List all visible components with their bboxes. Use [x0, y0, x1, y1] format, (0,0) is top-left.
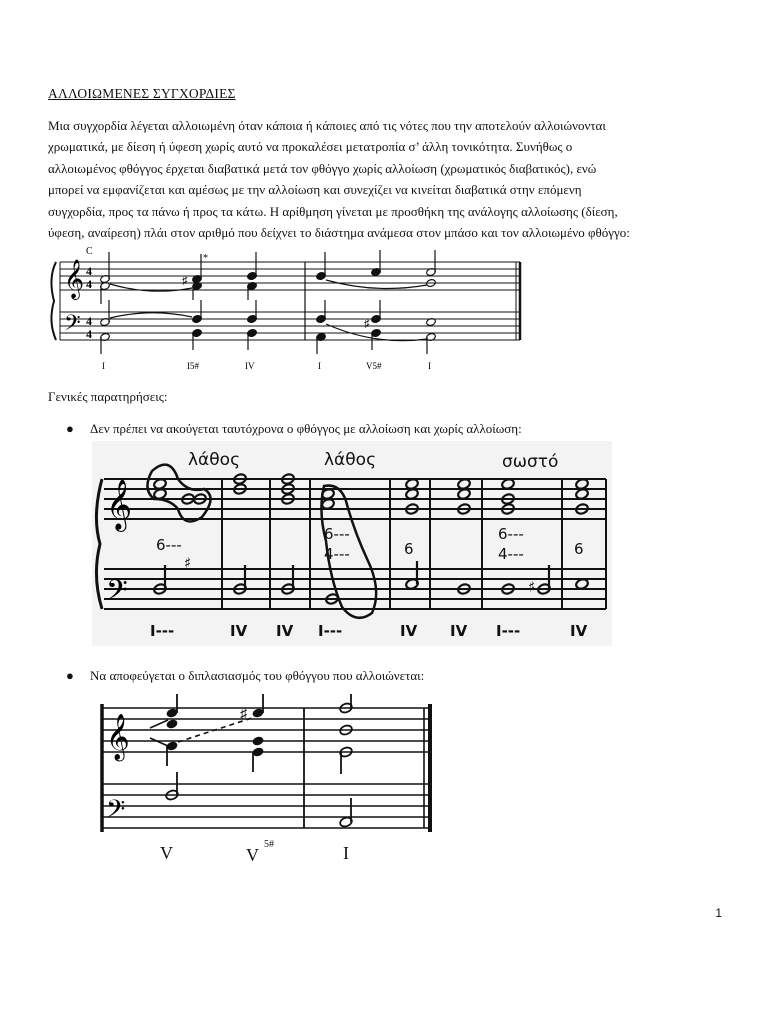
treble-staff-lines: [60, 262, 520, 290]
figure-hidden: 6: [260, 542, 270, 560]
roman-numeral: V5#: [366, 361, 382, 371]
time-signature-top: 4: [86, 264, 92, 278]
sharp-accidental: ♯: [182, 275, 188, 287]
figure: 4---: [498, 545, 524, 563]
bass-staff-lines: [60, 312, 520, 340]
music-example-3: [92, 694, 437, 869]
intro-paragraph: [48, 115, 728, 243]
intro-line: χρωματικά, με δίεση ή ύφεση χωρίς αυτό να προκαλέσει μετατροπία σ’ άλλη τονικότητα. Συνήθως ο: [48, 139, 573, 155]
roman-numeral: I: [428, 361, 431, 371]
system-brace: [51, 262, 56, 340]
treble-clef-icon: 𝄞: [106, 480, 133, 529]
roman-numeral: IV: [276, 622, 294, 640]
intro-line: Μια συγχορδία λέγεται αλλοιωμένη όταν κάποια ή κάποιες από τις νότες που την αποτελούν αλλοιώνονται: [48, 118, 606, 133]
intro-line: αλλοιωμένος φθόγγος έρχεται διαβατικά μετά τον φθόγγο χωρίς αλλοίωση (χρωματικός διαβατικός), ενώ: [48, 160, 597, 176]
page-title: ΑΛΛΟΙΩΜΕΝΕΣ ΣΥΓΧΟΡΔΙΕΣ: [48, 86, 236, 101]
annotation-correct: σωστό: [502, 452, 559, 472]
figure: 4---: [324, 545, 350, 563]
roman-numeral: IV: [400, 622, 418, 640]
roman-numeral: I---: [318, 622, 343, 640]
bass-staff-lines: [102, 784, 432, 828]
time-signature-bottom: 4: [86, 277, 92, 291]
sharp-accidental: ♯: [528, 578, 536, 596]
music-example-2: [92, 441, 612, 646]
intro-line: μπορεί να εμφανίζεται και αμέσως με την αλλοίωση και συνεχίζει να κινείται διαβατικά στην επόμενη: [48, 182, 582, 198]
observations-label: Γενικές παρατηρήσεις:: [48, 389, 168, 404]
page-number: 1: [715, 906, 722, 920]
treble-clef-icon: 𝄞: [106, 714, 130, 759]
chord-notes: [100, 252, 111, 354]
roman-numeral: I---: [496, 622, 521, 640]
bass-clef-icon: 𝄢: [106, 796, 126, 829]
roman-numeral: I5#: [187, 361, 199, 371]
roman-numeral: V: [160, 843, 173, 863]
roman-numeral: I: [343, 843, 349, 863]
bullet-dot-icon: ●: [66, 668, 74, 683]
quarter-notes: [165, 707, 264, 757]
figure: 6---: [324, 525, 350, 543]
bullet-item: [66, 421, 522, 437]
sharp-accidental: ♯: [364, 318, 370, 330]
figure: 6---: [156, 536, 182, 554]
bullet-dot-icon: ●: [66, 421, 74, 436]
svg-text:4: 4: [86, 327, 92, 341]
treble-staff-lines: [102, 708, 432, 752]
bass-clef-icon: 𝄢: [106, 576, 128, 613]
music-example-1-score: [46, 238, 526, 378]
sharp-accidental: ♯: [184, 554, 192, 572]
bullet-text: Δεν πρέπει να ακούγεται ταυτόχρονα ο φθόγγος με αλλοίωση και χωρίς αλλοίωση:: [90, 421, 522, 436]
roman-numeral-row: [160, 839, 349, 865]
roman-numeral: IV: [450, 622, 468, 640]
bullet-text: Να αποφεύγεται ο διπλασιασμός του φθόγγου που αλλοιώνεται:: [90, 668, 425, 683]
music-example-2-score: [92, 441, 612, 646]
roman-numeral: I---: [150, 622, 175, 640]
figure: 6---: [498, 525, 524, 543]
asterisk-mark: *: [203, 253, 208, 264]
roman-numeral: V: [246, 845, 259, 865]
intro-line: ύφεση, αναίρεση) πλάι στον αριθμό που δείχνει το διάστημα ανάμεσα στον μπάσο και τον αλλοιωμένο φθόγγο:: [48, 225, 630, 241]
roman-numeral: IV: [245, 361, 255, 371]
music-example-3-score: [92, 694, 437, 869]
figure: 6: [404, 540, 414, 558]
svg-text:4: 4: [86, 314, 92, 328]
music-example-1: [46, 238, 526, 378]
roman-superscript: 5#: [264, 839, 274, 850]
bass-clef-icon: 𝄢: [64, 311, 81, 340]
annotation-wrong: λάθος: [324, 450, 377, 470]
bullet-item: [66, 668, 424, 684]
roman-numeral: I: [102, 361, 105, 371]
intro-line: συγχορδία, προς τα πάνω ή προς τα κάτω. Η αρίθμηση γίνεται με προσθήκη της ανάλογης αλλοίωσης (δίεση,: [48, 203, 618, 219]
roman-numeral-row: [102, 361, 431, 371]
key-label: C: [86, 246, 93, 257]
roman-numeral: I: [318, 361, 321, 371]
roman-numeral: IV: [230, 622, 248, 640]
treble-clef-icon: 𝄞: [64, 261, 85, 298]
annotation-wrong: λάθος: [188, 450, 241, 470]
roman-numeral: IV: [570, 622, 588, 640]
sharp-accidental: ♯: [240, 707, 247, 722]
figure: 6: [574, 540, 584, 558]
